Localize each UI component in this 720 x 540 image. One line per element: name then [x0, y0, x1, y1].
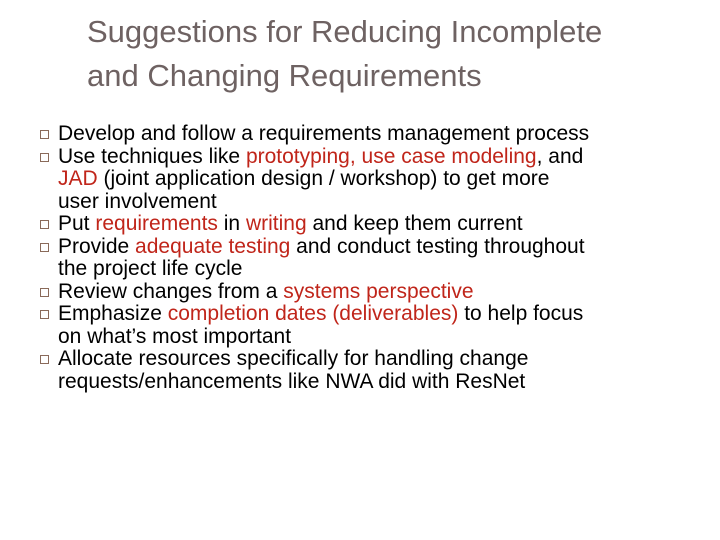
bullet-item: [40, 236, 715, 281]
highlighted-text: writing: [245, 212, 307, 235]
bullet-line: [58, 168, 715, 191]
bullet-text: [58, 146, 715, 214]
slide-title-line-1: Suggestions for Reducing Incomplete: [87, 14, 603, 49]
text-segment: Use techniques like: [58, 144, 246, 168]
bullet-text: [58, 281, 715, 304]
hollow-square-icon: [40, 355, 49, 364]
hollow-square-icon: [40, 243, 49, 252]
bullet-line: [58, 191, 715, 214]
bullet-line: [58, 146, 715, 169]
text-segment: (joint application design / workshop) to get more: [97, 167, 550, 190]
bullet-line: [58, 348, 715, 371]
highlighted-text: JAD: [58, 167, 98, 190]
text-segment: to help focus: [458, 302, 584, 325]
bullet-item: [40, 123, 715, 146]
text-segment: and conduct testing throughout: [290, 234, 585, 258]
highlighted-text: completion dates (deliverables): [167, 302, 459, 325]
bullet-line: [58, 371, 715, 394]
text-segment: Allocate resources specifically for handling change: [58, 347, 529, 370]
text-segment: , and: [536, 144, 584, 168]
bullet-line: [58, 213, 715, 236]
bullet-list: [40, 123, 715, 393]
hollow-square-icon: [40, 310, 49, 319]
bullet-text: [58, 213, 715, 236]
bullet-line: [58, 326, 715, 349]
text-segment: on what’s most important: [58, 324, 292, 348]
bullet-line: [58, 258, 715, 281]
text-segment: Develop and follow a requirements management process: [58, 122, 590, 145]
bullet-text: [58, 303, 715, 348]
bullet-item: [40, 146, 715, 214]
slide-title-line-2: and Changing Requirements: [87, 58, 482, 93]
text-segment: Emphasize: [58, 302, 168, 325]
highlighted-text: adequate testing: [135, 234, 291, 258]
text-segment: the project life cycle: [58, 257, 243, 280]
bullet-line: [58, 236, 715, 259]
highlighted-text: prototyping, use case modeling: [245, 144, 537, 168]
bullet-item: [40, 213, 715, 236]
bullet-line: [58, 303, 715, 326]
bullet-text: [58, 348, 715, 393]
hollow-square-icon: [40, 220, 49, 229]
highlighted-text: requirements: [95, 212, 218, 235]
text-segment: Provide: [58, 234, 136, 258]
text-segment: Put: [58, 212, 96, 235]
bullet-line: [58, 123, 715, 146]
text-segment: in: [217, 212, 246, 235]
text-segment: user involvement: [58, 189, 217, 213]
text-segment: Review changes from a: [58, 279, 284, 303]
bullet-item: [40, 281, 715, 304]
highlighted-text: systems perspective: [283, 279, 474, 303]
hollow-square-icon: [40, 153, 49, 162]
hollow-square-icon: [40, 288, 49, 297]
bullet-item: [40, 303, 715, 348]
bullet-item: [40, 348, 715, 393]
text-segment: requests/enhancements like NWA did with ResNet: [58, 369, 526, 393]
text-segment: and keep them current: [306, 212, 523, 235]
bullet-line: [58, 281, 715, 304]
bullet-text: [58, 236, 715, 281]
bullet-text: [58, 123, 715, 146]
slide-title: [87, 10, 707, 98]
hollow-square-icon: [40, 130, 49, 139]
